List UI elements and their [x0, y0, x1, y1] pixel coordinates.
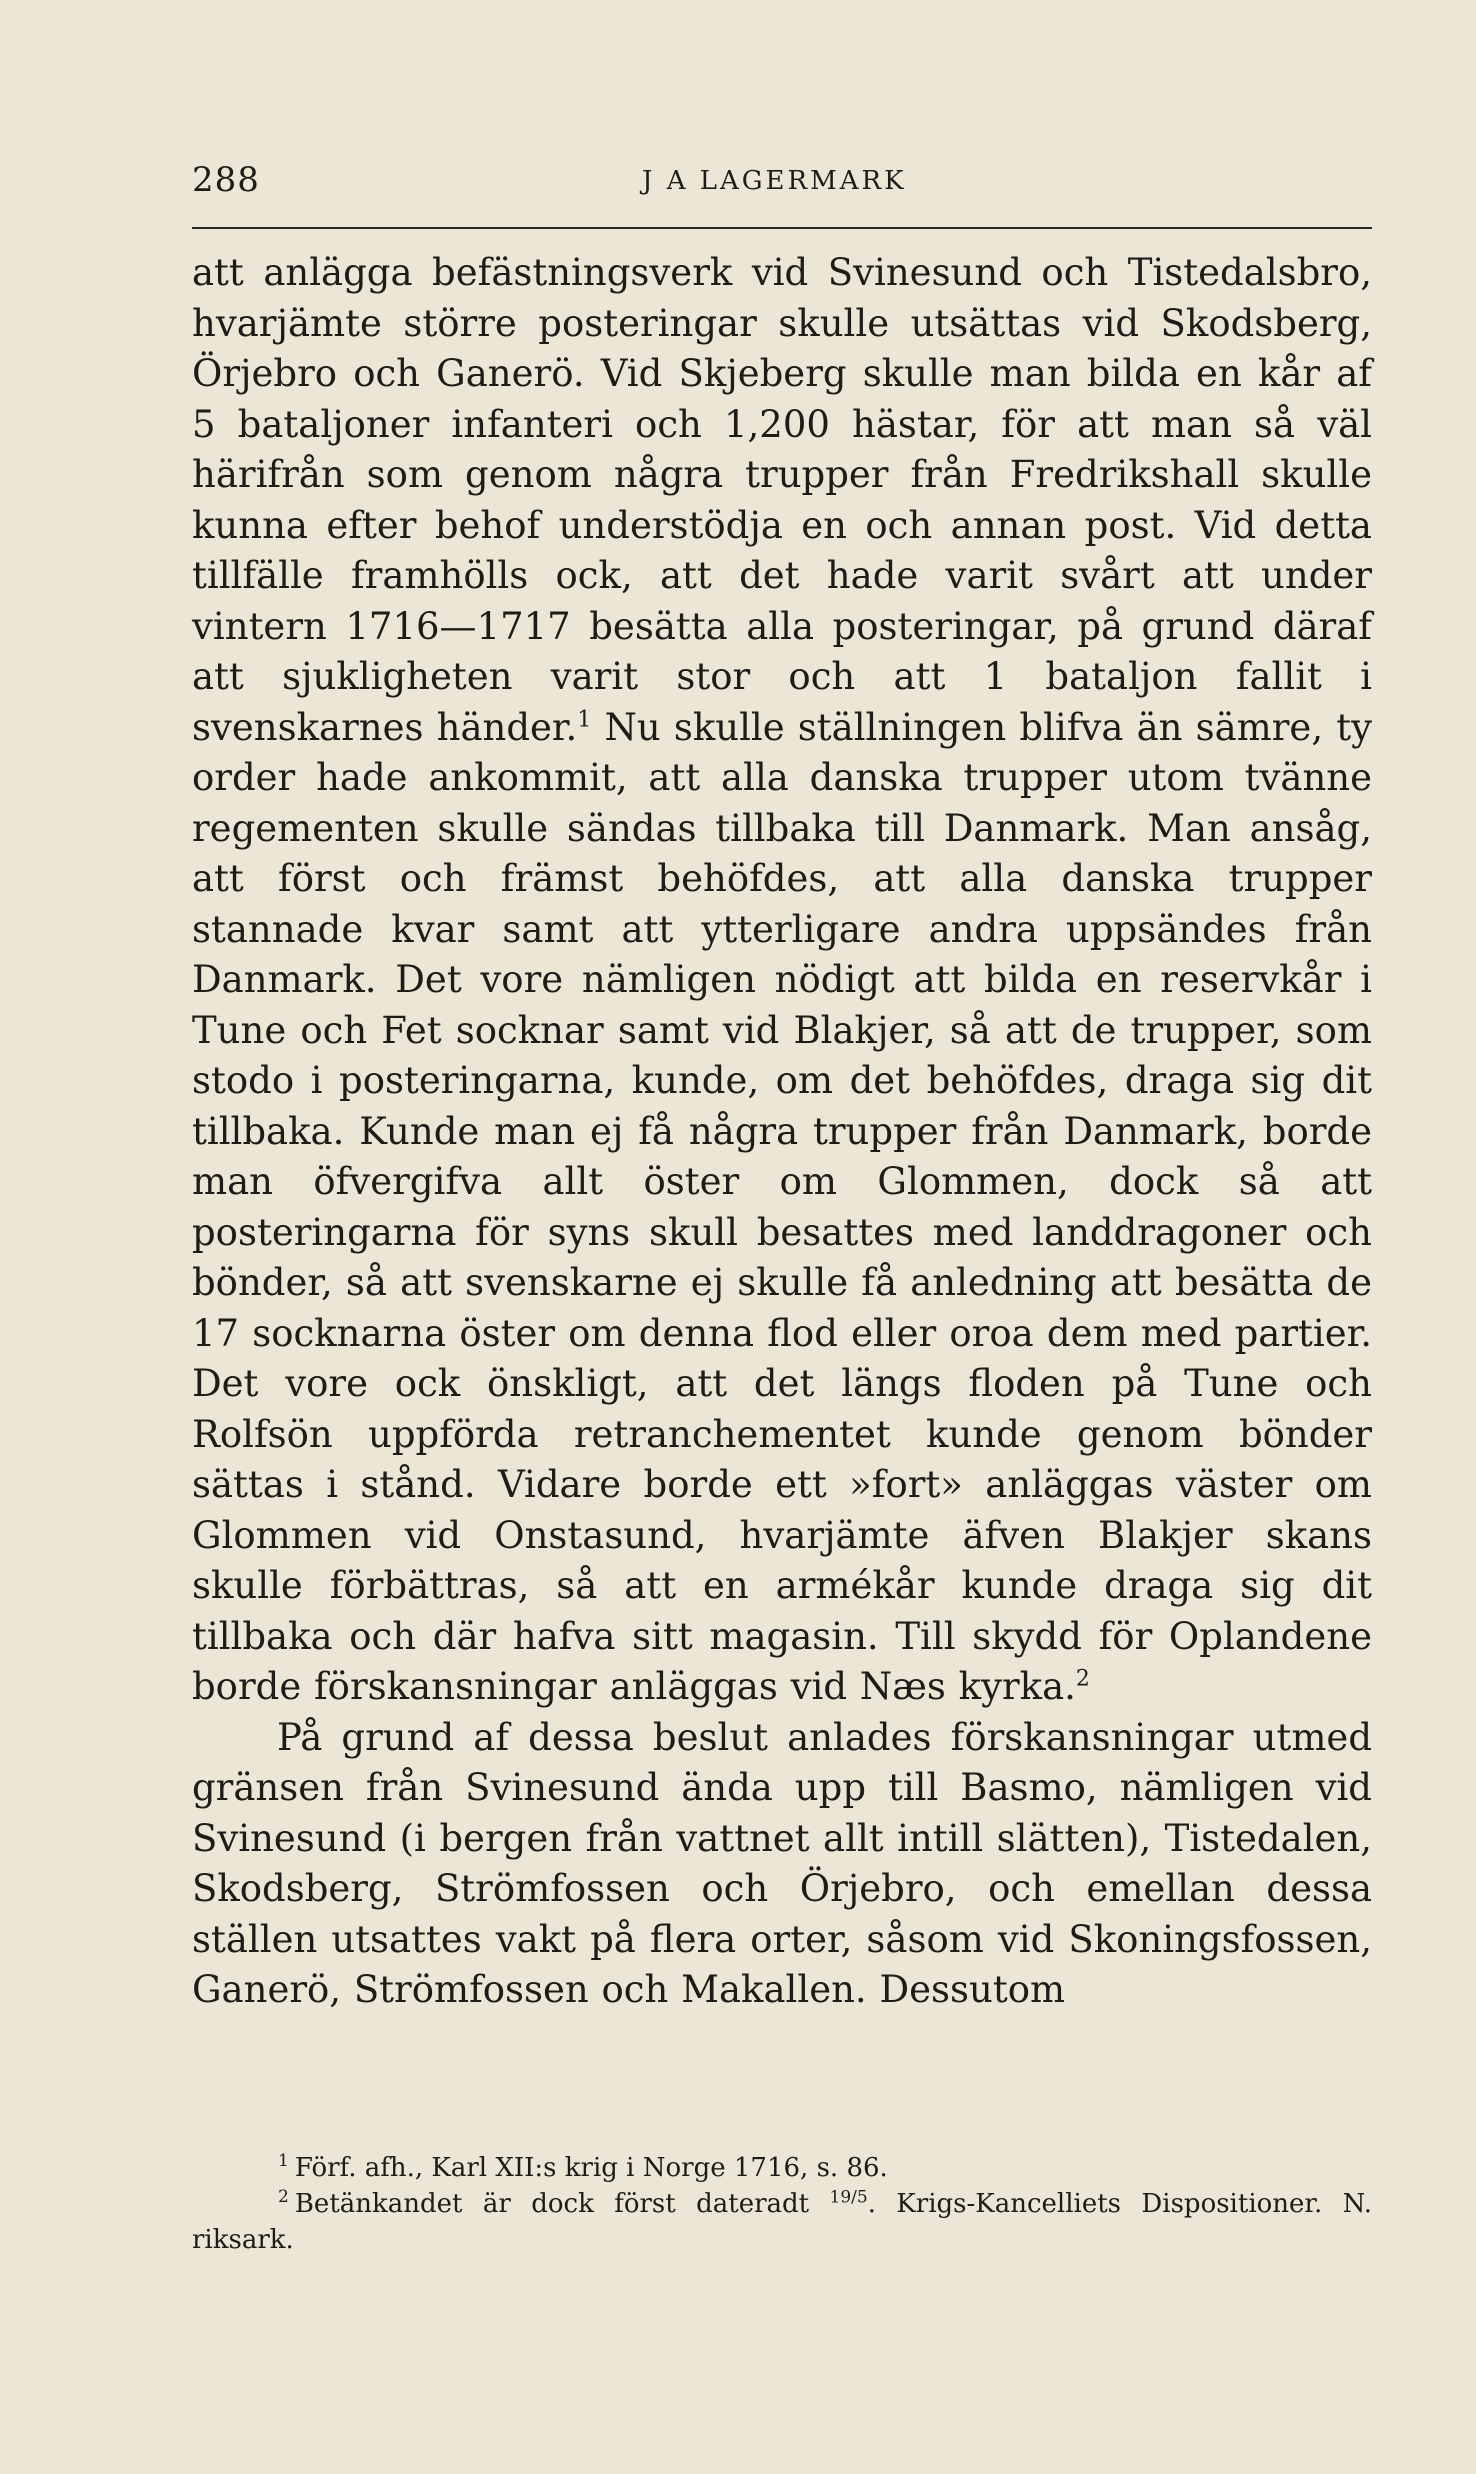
paragraph-1-text-b: Nu skulle ställningen blifva än sämre, ty order hade ankommit, att alla danska trupper utom tvänne regementen skulle sändas tillbaka till Danmark. Man ansåg, att först och främst behöfdes, att alla danska trupper stannade kvar samt att ytterligare andra uppsändes från Danmark. Det vore nämligen nödigt att bilda en reservkår i Tune och Fet socknar samt vid Blakjer, så att de trupper, som stodo i posteringarna, kunde, om det behöfdes, draga sig dit tillbaka. Kunde man ej få några trupper från Danmark, borde man öfvergifva allt öster om Glommen, dock så att posteringarna för syns skull besattes med landdragoner och bönder, så att svenskarne ej skulle få anledning att besätta de 17 socknarna öster om denna flod eller oroa dem med partier. Det vore ock önskligt, att det längs floden på Tune och Rolfsön uppförda retranchementet kunde genom bönder sättas i stånd. Vidare borde ett »fort» anläggas väster om Glommen vid Onstasund, hvarjämte äfven Blakjer skans skulle förbättras, så att en armékår kunde draga sig dit tillbaka och där hafva sitt magasin. Till skydd för Oplandene borde förskansningar anläggas vid Næs kyrka.	[192, 705, 1373, 1708]
footnotes	[192, 2150, 1372, 2258]
footnote-ref-2: 2	[1075, 1666, 1090, 1692]
footnote-1-mark: 1	[278, 2151, 289, 2172]
footnote-2-text-a: Betänkandet är dock först dateradt	[294, 2189, 830, 2219]
footnote-2-text-b: . Krigs-Kancelliets Dispositioner. N. riksark.	[192, 2189, 1373, 2255]
header-rule	[192, 227, 1372, 229]
body-text	[192, 248, 1372, 2016]
paragraph-1-text-a: att anlägga befästningsverk vid Svinesund och Tistedalsbro, hvarjämte större posteringar skulle utsättas vid Skodsberg, Örjebro och Ganerö. Vid Skjeberg skulle man bilda en kår af 5 bataljoner infanteri och 1,200 hästar, för att man så väl härifrån som genom några trupper från Fredrikshall skulle kunna efter behof understödja en och annan post. Vid detta tillfälle framhölls ock, att det hade varit svårt att under vintern 1716—1717 besätta alla posteringar, på grund däraf att sjukligheten varit stor och att 1 bataljon fallit i svenskarnes händer.	[192, 251, 1372, 749]
footnote-ref-1: 1	[577, 707, 592, 733]
footnote-1	[192, 2150, 1372, 2186]
paragraph-2: På grund af dessa beslut anlades förskansningar utmed gränsen från Svinesund ända upp till Basmo, nämligen vid Svinesund (i bergen från vattnet allt intill slätten), Tistedalen, Skodsberg, Strömfossen och Örjebro, och emellan dessa ställen utsattes vakt på flera orter, såsom vid Skoningsfossen, Ganerö, Strömfossen och Makallen. Dessutom	[192, 1715, 1372, 2011]
footnote-2-mark: 2	[278, 2187, 289, 2208]
running-head	[192, 160, 1372, 210]
paragraph-1	[192, 248, 1372, 1713]
footnote-2	[192, 2186, 1372, 2258]
running-title: J A LAGERMARK	[642, 166, 907, 196]
footnote-1-text: Förf. afh., Karl XII:s krig i Norge 1716, s. 86.	[294, 2153, 888, 2183]
page-number: 288	[192, 160, 260, 200]
footnote-2-date: 19/5	[829, 2187, 868, 2208]
